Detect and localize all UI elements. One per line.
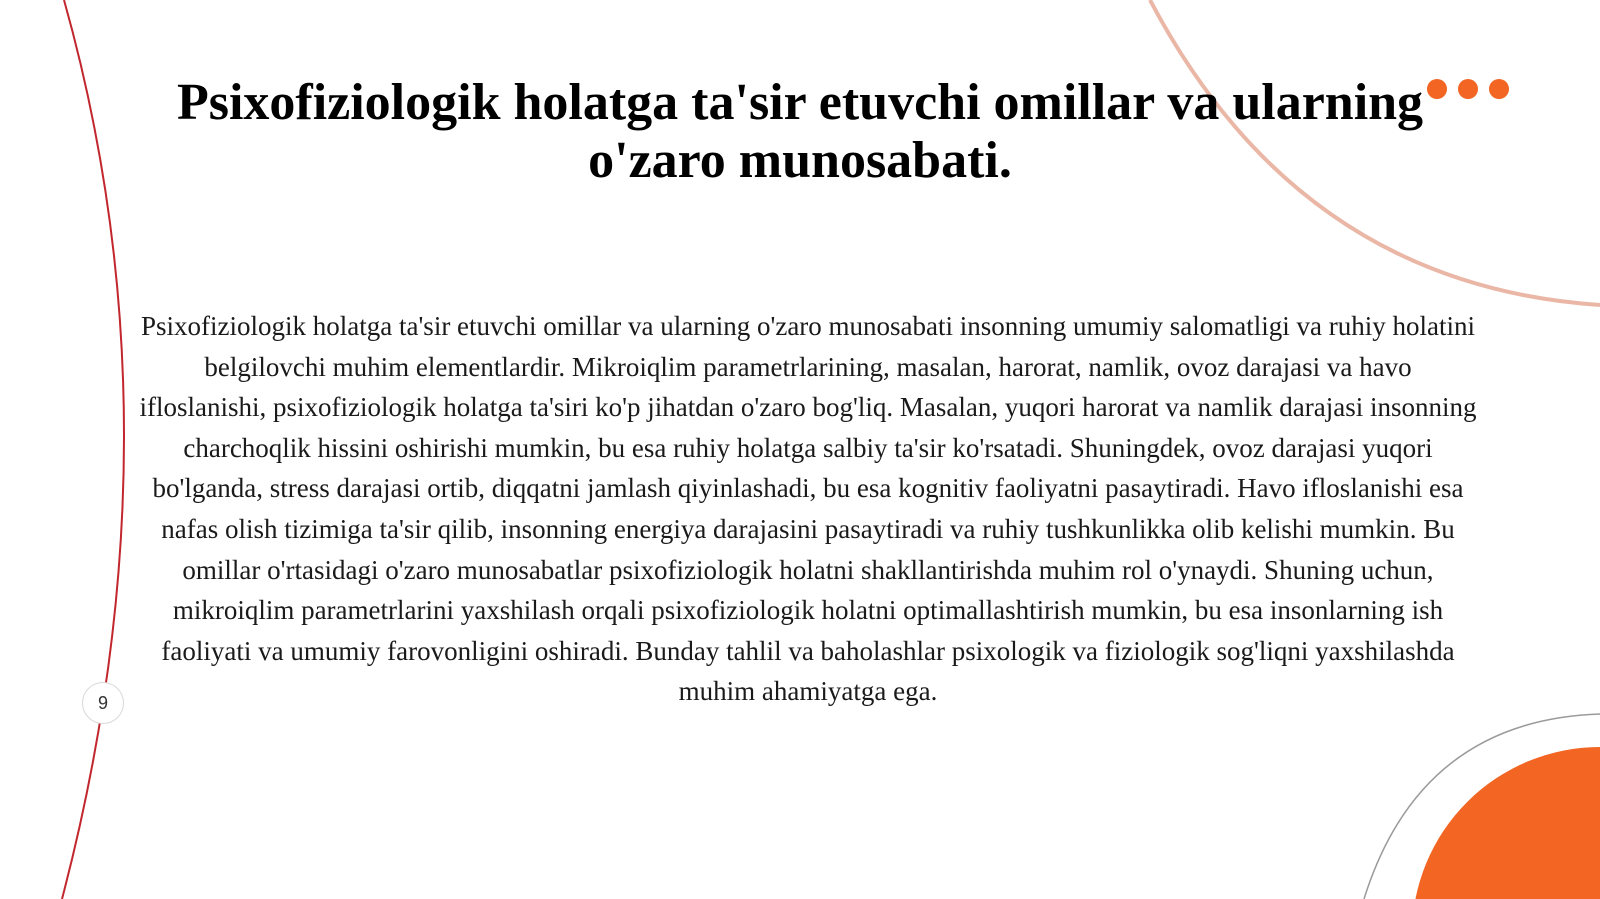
slide-body-text: Psixofiziologik holatga ta'sir etuvchi omillar va ularning o'zaro munosabati insonning umumiy salomatligi va ruhiy holatini belgilovchi muhim elementlardir. Mikroiqlim parametrlarining, masalan, harorat, namlik, ovoz darajasi va havo ifloslanishi, psixofiziologik holatga ta'siri ko'p jihatdan o'zaro bog'liq. Masalan, yuqori harorat va namlik darajasi insonning charchoqlik hissini oshirishi mumkin, bu esa ruhiy holatga salbiy ta'sir ko'rsatadi. Shuningdek, ovoz darajasi yuqori bo'lganda, stress darajasi ortib, diqqatni jamlash qiyinlashadi, bu esa kognitiv faoliyatni pasaytiradi. Havo ifloslanishi esa nafas olish tizimiga ta'sir qilib, insonning energiya darajasini pasaytiradi va ruhiy tushkunlikka olib kelishi mumkin. Bu omillar o'rtasidagi o'zaro munosabatlar psixofiziologik holatni shakllantirishda muhim rol o'ynaydi. Shuning uchun, mikroiqlim parametrlarini yaxshilash orqali psixofiziologik holatni optimallashtirish mumkin, bu esa insonlarning ish faoliyati va umumiy farovonligini oshiradi. Bunday tahlil va baholashlar psixologik va fiziologik sog'liqni yaxshilashda muhim ahamiyatga ega. bbox=[139, 311, 1477, 707]
bottom-right-circle bbox=[1412, 747, 1600, 899]
left-curve-line bbox=[62, 0, 124, 899]
slide-title: Psixofiziologik holatga ta'sir etuvchi omillar va ularning o'zaro munosabati. bbox=[176, 74, 1424, 189]
dot-3 bbox=[1489, 79, 1509, 99]
page-number-badge bbox=[82, 682, 124, 724]
bottom-right-arc bbox=[1364, 714, 1600, 899]
page-number: 9 bbox=[97, 692, 108, 713]
